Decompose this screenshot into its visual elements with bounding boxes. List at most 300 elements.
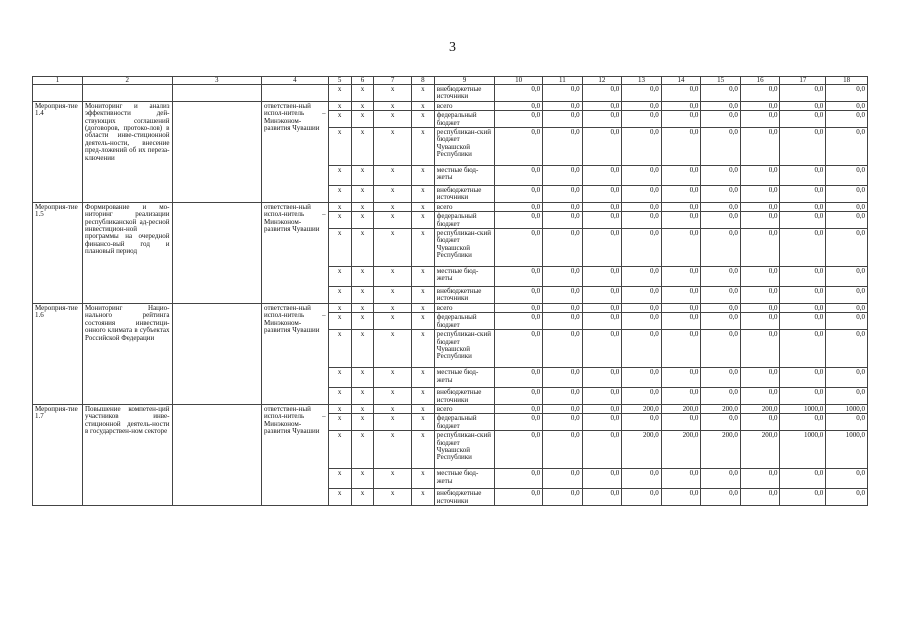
column-header: 11 [543, 77, 583, 85]
x-cell: x [328, 388, 351, 405]
value-cell: 0,0 [701, 303, 741, 312]
x-cell: x [374, 85, 411, 102]
value-cell: 0,0 [780, 489, 826, 506]
value-cell: 200,0 [661, 431, 701, 469]
value-cell: 0,0 [701, 186, 741, 203]
x-cell: x [351, 404, 374, 413]
x-cell: x [374, 212, 411, 229]
value-cell: 0,0 [582, 202, 622, 211]
value-cell: 0,0 [543, 85, 583, 102]
value-cell: 0,0 [701, 313, 741, 330]
x-cell: x [351, 313, 374, 330]
funding-source: всего [434, 101, 494, 110]
column-header: 1 [33, 77, 83, 85]
value-cell: 0,0 [701, 287, 741, 304]
value-cell: 0,0 [661, 186, 701, 203]
value-cell: 0,0 [495, 229, 543, 267]
column-number-row [33, 77, 868, 85]
value-cell: 0,0 [701, 202, 741, 211]
column-3-cell [172, 202, 262, 303]
value-cell: 0,0 [826, 85, 868, 102]
x-cell: x [411, 469, 434, 489]
value-cell: 0,0 [495, 85, 543, 102]
x-cell: x [328, 101, 351, 110]
measure-code: Мероприя-тие 1.4 [33, 101, 83, 202]
value-cell: 0,0 [543, 330, 583, 368]
value-cell: 0,0 [622, 111, 662, 128]
value-cell: 0,0 [701, 414, 741, 431]
value-cell: 0,0 [661, 469, 701, 489]
value-cell: 0,0 [740, 287, 780, 304]
value-cell: 0,0 [661, 229, 701, 267]
value-cell: 0,0 [740, 489, 780, 506]
value-cell: 0,0 [701, 212, 741, 229]
funding-source: внебюджетные источники [434, 388, 494, 405]
value-cell: 0,0 [582, 330, 622, 368]
value-cell: 0,0 [780, 212, 826, 229]
x-cell: x [374, 313, 411, 330]
value-cell: 0,0 [543, 212, 583, 229]
column-3-cell [172, 404, 262, 505]
x-cell: x [328, 212, 351, 229]
value-cell: 200,0 [701, 404, 741, 413]
value-cell: 0,0 [826, 166, 868, 186]
value-cell: 0,0 [495, 287, 543, 304]
x-cell: x [351, 186, 374, 203]
x-cell: x [328, 313, 351, 330]
column-header: 6 [351, 77, 374, 85]
value-cell: 0,0 [701, 128, 741, 166]
value-cell: 0,0 [740, 267, 780, 287]
x-cell: x [351, 166, 374, 186]
x-cell: x [328, 330, 351, 368]
x-cell: x [328, 469, 351, 489]
value-cell: 0,0 [826, 128, 868, 166]
value-cell: 0,0 [780, 368, 826, 388]
x-cell: x [351, 101, 374, 110]
x-cell: x [411, 128, 434, 166]
value-cell: 0,0 [826, 267, 868, 287]
column-header: 18 [826, 77, 868, 85]
column-header: 14 [661, 77, 701, 85]
value-cell: 0,0 [661, 414, 701, 431]
value-cell: 0,0 [582, 287, 622, 304]
value-cell: 0,0 [543, 303, 583, 312]
measure-executor: ответствен-ный испол-нитель – Минэконом-развития Чувашии [262, 202, 329, 303]
value-cell: 0,0 [661, 101, 701, 110]
value-cell: 0,0 [826, 202, 868, 211]
funding-source: местные бюд-жеты [434, 166, 494, 186]
column-header: 7 [374, 77, 411, 85]
value-cell: 0,0 [495, 414, 543, 431]
measure-name: Повышение компетен-ций участников инве-стиционной деятель-ности в государствен-ном секторе [82, 404, 172, 505]
x-cell: x [351, 469, 374, 489]
x-cell: x [374, 368, 411, 388]
value-cell: 0,0 [543, 469, 583, 489]
value-cell: 0,0 [543, 166, 583, 186]
x-cell: x [374, 469, 411, 489]
x-cell: x [351, 388, 374, 405]
column-header: 12 [582, 77, 622, 85]
value-cell: 0,0 [826, 368, 868, 388]
x-cell: x [411, 404, 434, 413]
table-row [33, 303, 868, 312]
column-header: 3 [172, 77, 262, 85]
value-cell: 0,0 [582, 85, 622, 102]
value-cell: 0,0 [582, 101, 622, 110]
value-cell: 0,0 [661, 330, 701, 368]
empty-cell [33, 85, 83, 102]
funding-source: республикан-ский бюджет Чувашской Республики [434, 229, 494, 267]
value-cell: 1000,0 [780, 404, 826, 413]
x-cell: x [411, 330, 434, 368]
value-cell: 0,0 [826, 229, 868, 267]
value-cell: 0,0 [543, 388, 583, 405]
value-cell: 0,0 [543, 202, 583, 211]
column-header: 9 [434, 77, 494, 85]
x-cell: x [374, 489, 411, 506]
value-cell: 0,0 [543, 111, 583, 128]
value-cell: 0,0 [495, 489, 543, 506]
x-cell: x [411, 313, 434, 330]
value-cell: 0,0 [740, 388, 780, 405]
value-cell: 0,0 [740, 330, 780, 368]
value-cell: 0,0 [780, 267, 826, 287]
value-cell: 0,0 [780, 414, 826, 431]
funding-source: федеральный бюджет [434, 414, 494, 431]
value-cell: 0,0 [661, 111, 701, 128]
value-cell: 0,0 [780, 101, 826, 110]
value-cell: 0,0 [495, 388, 543, 405]
column-header: 15 [701, 77, 741, 85]
value-cell: 0,0 [740, 111, 780, 128]
x-cell: x [374, 431, 411, 469]
x-cell: x [374, 267, 411, 287]
value-cell: 0,0 [701, 267, 741, 287]
value-cell: 0,0 [543, 267, 583, 287]
empty-cell [82, 85, 172, 102]
value-cell: 0,0 [622, 313, 662, 330]
value-cell: 0,0 [780, 388, 826, 405]
value-cell: 0,0 [543, 404, 583, 413]
value-cell: 0,0 [661, 202, 701, 211]
funding-source: республикан-ский бюджет Чувашской Республики [434, 431, 494, 469]
value-cell: 0,0 [543, 101, 583, 110]
x-cell: x [351, 330, 374, 368]
value-cell: 0,0 [495, 212, 543, 229]
x-cell: x [411, 368, 434, 388]
value-cell: 0,0 [780, 229, 826, 267]
value-cell: 0,0 [826, 186, 868, 203]
value-cell: 0,0 [780, 287, 826, 304]
measure-executor: ответствен-ный испол-нитель – Минэконом-развития Чувашии [262, 404, 329, 505]
value-cell: 0,0 [582, 111, 622, 128]
funding-source: федеральный бюджет [434, 313, 494, 330]
value-cell: 0,0 [582, 489, 622, 506]
measure-executor: ответствен-ный испол-нитель – Минэконом-развития Чувашии [262, 303, 329, 404]
value-cell: 0,0 [826, 330, 868, 368]
column-3-cell [172, 303, 262, 404]
funding-source: федеральный бюджет [434, 212, 494, 229]
value-cell: 0,0 [780, 186, 826, 203]
empty-cell [172, 85, 262, 102]
x-cell: x [328, 431, 351, 469]
x-cell: x [411, 101, 434, 110]
value-cell: 0,0 [622, 186, 662, 203]
funding-source: федеральный бюджет [434, 111, 494, 128]
value-cell: 0,0 [622, 85, 662, 102]
column-header: 10 [495, 77, 543, 85]
funding-source: всего [434, 404, 494, 413]
x-cell: x [328, 267, 351, 287]
value-cell: 0,0 [826, 313, 868, 330]
column-header: 2 [82, 77, 172, 85]
funding-source: местные бюд-жеты [434, 469, 494, 489]
value-cell: 0,0 [661, 489, 701, 506]
value-cell: 1000,0 [780, 431, 826, 469]
x-cell: x [374, 166, 411, 186]
value-cell: 0,0 [701, 166, 741, 186]
value-cell: 0,0 [582, 388, 622, 405]
value-cell: 0,0 [622, 267, 662, 287]
x-cell: x [411, 186, 434, 203]
value-cell: 0,0 [740, 186, 780, 203]
x-cell: x [374, 229, 411, 267]
value-cell: 0,0 [740, 85, 780, 102]
x-cell: x [328, 368, 351, 388]
x-cell: x [411, 414, 434, 431]
funding-source: республикан-ский бюджет Чувашской Республики [434, 128, 494, 166]
value-cell: 0,0 [582, 229, 622, 267]
table-row [33, 85, 868, 102]
value-cell: 0,0 [622, 303, 662, 312]
value-cell: 0,0 [701, 330, 741, 368]
value-cell: 0,0 [622, 101, 662, 110]
measure-name: Формирование и мо-ниторинг реализации республиканской ад-ресной инвестицион-ной программы на очередной финансо-вый год и плановый период [82, 202, 172, 303]
value-cell: 0,0 [780, 128, 826, 166]
column-header: 4 [262, 77, 329, 85]
x-cell: x [411, 212, 434, 229]
value-cell: 1000,0 [826, 431, 868, 469]
x-cell: x [374, 202, 411, 211]
value-cell: 0,0 [622, 489, 662, 506]
value-cell: 0,0 [622, 202, 662, 211]
x-cell: x [328, 111, 351, 128]
x-cell: x [374, 330, 411, 368]
value-cell: 0,0 [543, 414, 583, 431]
x-cell: x [328, 414, 351, 431]
x-cell: x [374, 388, 411, 405]
x-cell: x [351, 212, 374, 229]
x-cell: x [411, 202, 434, 211]
table-row [33, 404, 868, 413]
value-cell: 0,0 [740, 212, 780, 229]
value-cell: 200,0 [622, 431, 662, 469]
value-cell: 0,0 [661, 212, 701, 229]
value-cell: 0,0 [826, 101, 868, 110]
value-cell: 0,0 [701, 101, 741, 110]
value-cell: 0,0 [826, 489, 868, 506]
value-cell: 0,0 [543, 186, 583, 203]
value-cell: 0,0 [780, 166, 826, 186]
funding-source: местные бюд-жеты [434, 368, 494, 388]
value-cell: 0,0 [780, 313, 826, 330]
value-cell: 0,0 [622, 330, 662, 368]
value-cell: 0,0 [780, 303, 826, 312]
x-cell: x [411, 489, 434, 506]
table-row [33, 101, 868, 110]
value-cell: 0,0 [495, 202, 543, 211]
value-cell: 0,0 [495, 166, 543, 186]
value-cell: 0,0 [661, 287, 701, 304]
value-cell: 0,0 [661, 128, 701, 166]
value-cell: 200,0 [740, 404, 780, 413]
x-cell: x [374, 101, 411, 110]
value-cell: 0,0 [495, 368, 543, 388]
measure-name: Мониторинг Нацио-нального рейтинга состояния инвестици-онного климата в субъектах Российской Федерации [82, 303, 172, 404]
empty-cell [262, 85, 329, 102]
value-cell: 0,0 [780, 85, 826, 102]
budget-table [32, 76, 868, 506]
value-cell: 0,0 [826, 111, 868, 128]
value-cell: 0,0 [740, 303, 780, 312]
value-cell: 0,0 [495, 101, 543, 110]
value-cell: 0,0 [701, 368, 741, 388]
column-header: 8 [411, 77, 434, 85]
value-cell: 0,0 [622, 229, 662, 267]
value-cell: 0,0 [701, 229, 741, 267]
value-cell: 0,0 [495, 303, 543, 312]
value-cell: 0,0 [582, 186, 622, 203]
value-cell: 0,0 [582, 212, 622, 229]
x-cell: x [374, 287, 411, 304]
x-cell: x [328, 128, 351, 166]
x-cell: x [351, 368, 374, 388]
value-cell: 200,0 [701, 431, 741, 469]
value-cell: 0,0 [495, 111, 543, 128]
x-cell: x [351, 229, 374, 267]
x-cell: x [328, 186, 351, 203]
value-cell: 0,0 [661, 267, 701, 287]
value-cell: 0,0 [701, 388, 741, 405]
measure-code: Мероприя-тие 1.7 [33, 404, 83, 505]
x-cell: x [411, 267, 434, 287]
measure-name: Мониторинг и анализ эффективности дей-ствующих соглашений (договоров, протоко-лов) в области инве-стиционной деятель-ности, внесение пред-ложений об их переза-ключении [82, 101, 172, 202]
x-cell: x [374, 414, 411, 431]
value-cell: 0,0 [780, 111, 826, 128]
value-cell: 0,0 [582, 267, 622, 287]
value-cell: 0,0 [622, 368, 662, 388]
value-cell: 0,0 [582, 303, 622, 312]
value-cell: 0,0 [543, 489, 583, 506]
x-cell: x [411, 229, 434, 267]
x-cell: x [374, 111, 411, 128]
x-cell: x [374, 303, 411, 312]
value-cell: 0,0 [622, 212, 662, 229]
measure-code: Мероприя-тие 1.6 [33, 303, 83, 404]
x-cell: x [411, 166, 434, 186]
value-cell: 0,0 [701, 489, 741, 506]
value-cell: 0,0 [495, 313, 543, 330]
x-cell: x [411, 431, 434, 469]
funding-source: внебюджетные источники [434, 489, 494, 506]
value-cell: 0,0 [495, 186, 543, 203]
value-cell: 0,0 [543, 431, 583, 469]
value-cell: 0,0 [661, 303, 701, 312]
column-3-cell [172, 101, 262, 202]
value-cell: 0,0 [495, 128, 543, 166]
x-cell: x [351, 111, 374, 128]
value-cell: 0,0 [826, 469, 868, 489]
funding-source: республикан-ский бюджет Чувашской Республики [434, 330, 494, 368]
x-cell: x [351, 414, 374, 431]
value-cell: 0,0 [582, 404, 622, 413]
value-cell: 0,0 [495, 431, 543, 469]
x-cell: x [351, 267, 374, 287]
value-cell: 0,0 [826, 388, 868, 405]
value-cell: 0,0 [826, 303, 868, 312]
x-cell: x [328, 489, 351, 506]
value-cell: 0,0 [701, 85, 741, 102]
page-number: 3 [449, 40, 456, 55]
x-cell: x [351, 85, 374, 102]
value-cell: 200,0 [740, 431, 780, 469]
x-cell: x [351, 489, 374, 506]
value-cell: 0,0 [582, 166, 622, 186]
x-cell: x [351, 202, 374, 211]
value-cell: 0,0 [495, 404, 543, 413]
funding-source: всего [434, 202, 494, 211]
x-cell: x [328, 166, 351, 186]
x-cell: x [351, 128, 374, 166]
value-cell: 0,0 [582, 469, 622, 489]
x-cell: x [374, 404, 411, 413]
value-cell: 0,0 [780, 469, 826, 489]
funding-source: внебюджетные источники [434, 85, 494, 102]
column-header: 16 [740, 77, 780, 85]
value-cell: 0,0 [495, 469, 543, 489]
value-cell: 0,0 [661, 85, 701, 102]
funding-source: всего [434, 303, 494, 312]
value-cell: 0,0 [582, 414, 622, 431]
value-cell: 0,0 [622, 128, 662, 166]
value-cell: 0,0 [543, 313, 583, 330]
value-cell: 0,0 [740, 128, 780, 166]
column-header: 5 [328, 77, 351, 85]
value-cell: 0,0 [740, 368, 780, 388]
value-cell: 0,0 [622, 166, 662, 186]
value-cell: 0,0 [582, 313, 622, 330]
value-cell: 0,0 [495, 330, 543, 368]
x-cell: x [374, 128, 411, 166]
x-cell: x [328, 85, 351, 102]
value-cell: 0,0 [543, 128, 583, 166]
value-cell: 0,0 [740, 202, 780, 211]
value-cell: 200,0 [661, 404, 701, 413]
x-cell: x [411, 111, 434, 128]
value-cell: 0,0 [622, 388, 662, 405]
value-cell: 0,0 [495, 267, 543, 287]
value-cell: 0,0 [740, 313, 780, 330]
value-cell: 0,0 [661, 166, 701, 186]
table-body [33, 85, 868, 506]
x-cell: x [411, 303, 434, 312]
value-cell: 0,0 [543, 287, 583, 304]
table-row [33, 202, 868, 211]
value-cell: 0,0 [582, 128, 622, 166]
x-cell: x [351, 431, 374, 469]
value-cell: 0,0 [582, 431, 622, 469]
